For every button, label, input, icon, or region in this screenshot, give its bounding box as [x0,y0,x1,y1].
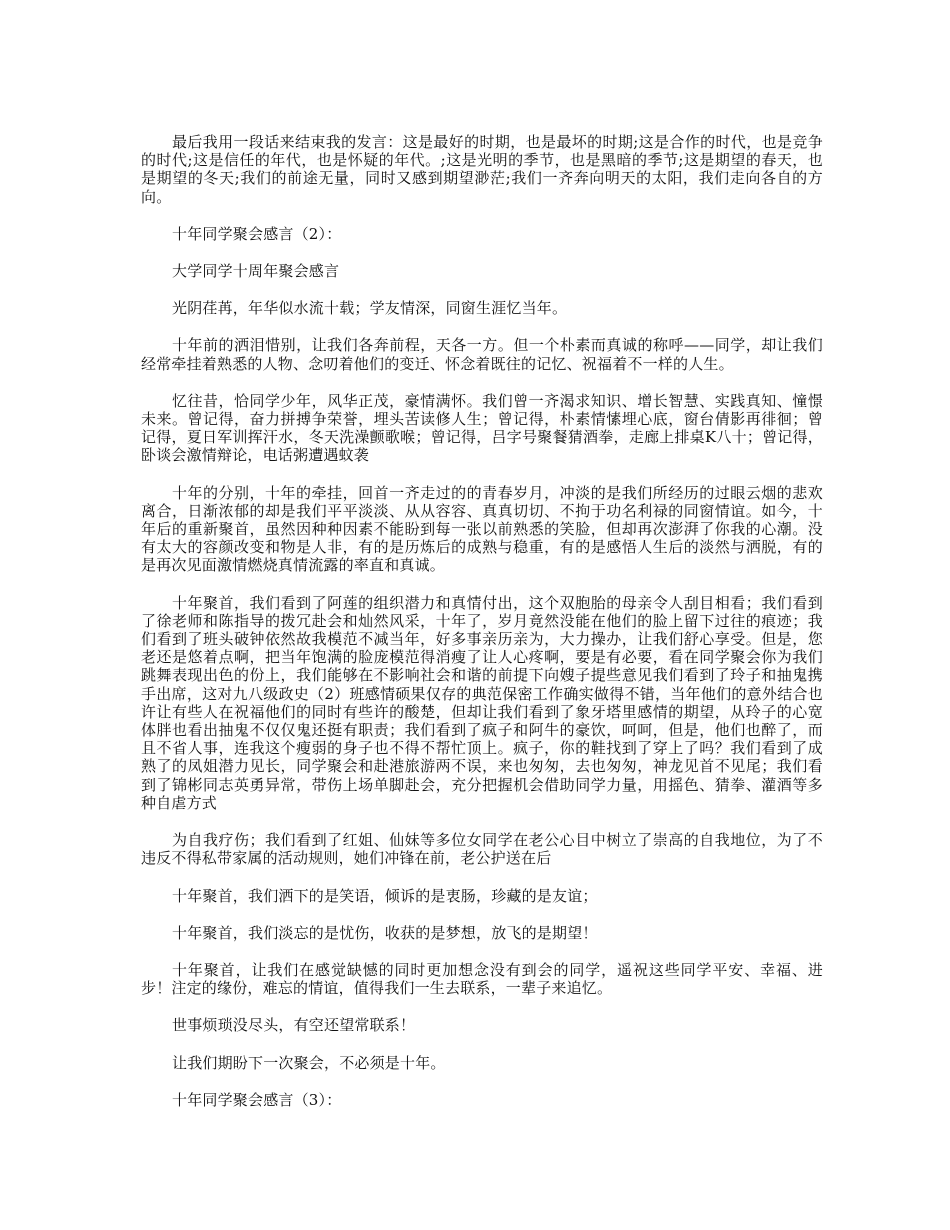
paragraph-ten-years: 十年的分别，十年的牵挂，回首一齐走过的的青春岁月，冲淡的是我们所经历的过眼云烟的悲欢离合，日渐浓郁的却是我们平平淡淡、从从容容、真真切切、不拘于功名利禄的同窗情谊。如今，十年后的重新聚首，虽然因种种因素不能盼到每一张以前熟悉的笑脸，但却再次澎湃了你我的心潮。没有太大的容颜改变和物是人非，有的是历炼后的成熟与稳重，有的是感悟人生后的淡然与洒脱，有的是再次见面激情燃烧真情流露的率直和真诚。 [141,483,823,575]
section-heading-3: 十年同学聚会感言（3）： [172,1090,342,1109]
paragraph-absent-classmates: 十年聚首，让我们在感觉缺憾的同时更加想念没有到会的同学，遥祝这些同学平安、幸福、进步！注定的缘份，难忘的情谊，值得我们一生去联系，一辈子来追忆。 [141,960,823,998]
section-heading-2: 十年同学聚会感言（2）： [172,224,342,243]
paragraph-reunion-details: 十年聚首，我们看到了阿莲的组织潜力和真情付出，这个双胞胎的母亲令人刮目相看；我们看到了徐老师和陈指导的拨冗赴会和灿然风采，十年了，岁月竟然没能在他们的脸上留下过往的痕迹；我们看到了班头破钟依然故我模范不减当年，好多事亲历亲为，大力操办，让我们舒心享受。但是，您老还是悠着点啊，把当年饱满的脸庞模范得消瘦了让人心疼啊，要是有必要，看在同学聚会你为我们跳舞表现出色的份上，我们能够在不影响社会和谐的前提下向嫂子提些意见我们看到了玲子和抽鬼携手出席，这对九八级政史（2）班感情硕果仅存的典范保密工作确实做得不错，当年他们的意外结合也许让有些人在祝福他们的同时有些许的酸楚，但却让我们看到了象牙塔里感情的期望，从玲子的心宽体胖也看出抽鬼不仅仅鬼还挺有职责；我们看到了疯子和阿牛的豪饮，呵呵，但是，他们也醉了，而且不省人事，连我这个瘦弱的身子也不得不帮忙顶上。疯子，你的鞋找到了穿上了吗？我们看到了成熟了的凤姐潜力见长，同学聚会和赴港旅游两不误，来也匆匆，去也匆匆，神龙见首不见尾；我们看到了锦彬同志英勇异常，带伤上场单脚赴会，充分把握机会借助同学力量，用摇色、猜拳、灌酒等多种自虐方式 [141,593,823,812]
paragraph-self-healing: 为自我疗伤；我们看到了红姐、仙妹等多位女同学在老公心目中树立了崇高的自我地位，为了不违反不得私带家属的活动规则，她们冲锋在前，老公护送在后 [141,831,823,868]
paragraph-dreams: 十年聚首，我们淡忘的是忧伤，收获的是梦想，放飞的是期望！ [172,923,598,942]
paragraph-keep-in-touch: 世事烦琐没尽头，有空还望常联系！ [172,1016,416,1035]
paragraph-laughter: 十年聚首，我们洒下的是笑语，倾诉的是衷肠，珍藏的是友谊； [172,886,598,905]
article-title: 大学同学十周年聚会感言 [172,262,340,281]
paragraph-farewell: 十年前的洒泪惜别，让我们各奔前程，天各一方。但一个朴素而真诚的称呼——同学，却让我们经常牵挂着熟悉的人物、念叨着他们的变迁、怀念着既往的记忆、祝福着不一样的人生。 [141,336,823,373]
paragraph-closing-speech: 最后我用一段话来结束我的发言：这是最好的时期，也是最坏的时期;这是合作的时代，也是竞争的时代;这是信任的年代，也是怀疑的年代。;这是光明的季节，也是黑暗的季节;这是期望的春天，也是期望的冬天;我们的前途无量，同时又感到期望渺茫;我们一齐奔向明天的太阳，我们走向各自的方向。 [141,133,823,206]
document-body [141,133,823,1128]
paragraph-memories: 忆往昔，恰同学少年，风华正茂，豪情满怀。我们曾一齐渴求知识、增长智慧、实践真知、憧憬未来。曾记得，奋力拼搏争荣誉，埋头苦读修人生；曾记得，朴素情愫埋心底，窗台倩影再徘徊；曾记得，夏日军训挥汗水，冬天洗澡颤歌喉；曾记得，吕字号聚餐猜酒拳，走廊上排桌K八十；曾记得，卧谈会激情辩论，电话粥遭遇蚊袭 [141,391,823,465]
paragraph-next-reunion: 让我们期盼下一次聚会，不必须是十年。 [172,1053,446,1072]
paragraph-opening: 光阴荏苒，年华似水流十载；学友情深，同窗生涯忆当年。 [172,299,568,318]
